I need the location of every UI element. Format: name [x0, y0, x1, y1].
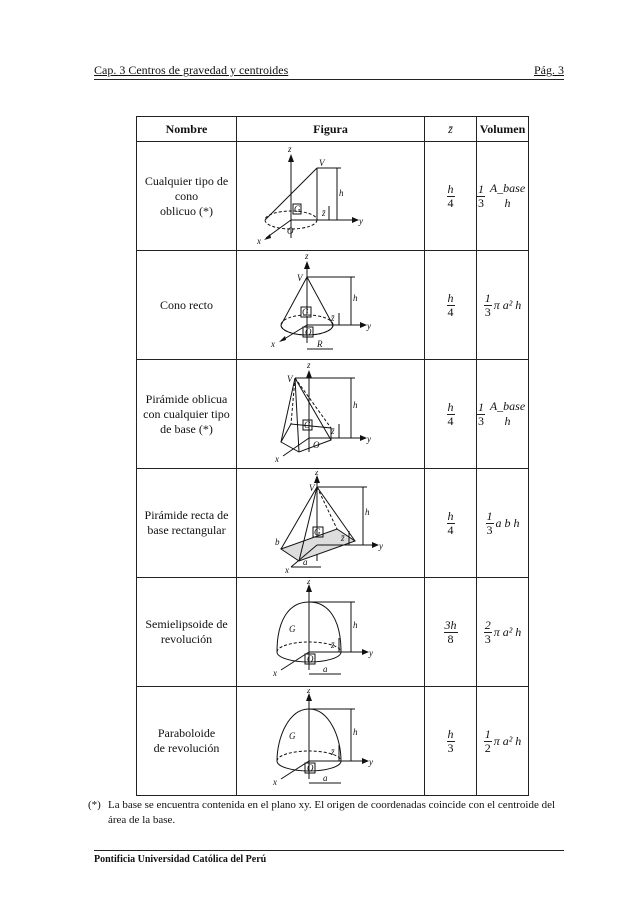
footnote-text: La base se encuentra contenida en el plano xy. El origen de coordenadas coincide con el centroide del área de la base. [108, 799, 556, 826]
svg-text:G: G [313, 527, 320, 537]
svg-text:z: z [287, 144, 292, 154]
svg-text:y: y [358, 216, 363, 226]
svg-text:V: V [318, 158, 324, 168]
svg-text:z: z [306, 362, 311, 370]
svg-text:z̄: z̄ [330, 640, 335, 650]
volume-formula: $\frac{1}{3}$ a b h [477, 469, 529, 578]
volume-formula: $\frac{1}{2}$ π a² h [477, 687, 529, 796]
table-header-row [137, 117, 529, 142]
svg-text:R: R [316, 339, 322, 349]
svg-text:h: h [352, 727, 357, 737]
svg-text:x: x [256, 236, 261, 246]
volume-formula: $\frac{1}{3}$ π a² h [477, 251, 529, 360]
semi-ellipsoid-figure [237, 578, 425, 687]
centroid-table [136, 116, 529, 796]
right-cone-figure [237, 251, 425, 360]
svg-text:x: x [272, 777, 277, 787]
table-row [137, 578, 529, 687]
svg-text:V: V [296, 273, 302, 283]
zbar-value: $\frac{h}{3}$ [425, 687, 477, 796]
footnote [88, 798, 568, 828]
svg-text:O: O [306, 763, 313, 773]
page-footer [94, 850, 564, 865]
svg-text:z̄: z̄ [330, 426, 335, 436]
volume-formula: $\frac{1}{3}$ A_base h [477, 142, 529, 251]
svg-text:O: O [312, 440, 319, 450]
svg-text:V: V [286, 374, 292, 384]
svg-text:x: x [270, 339, 275, 349]
col-header-zbar: z̄ [425, 117, 477, 142]
shape-name: Cualquier tipo de cono oblicuo (*) [137, 142, 237, 251]
table-row [137, 251, 529, 360]
svg-text:a: a [302, 557, 307, 567]
svg-text:h: h [352, 620, 357, 630]
shape-name: Pirámide oblicua con cualquier tipo de base (*) [137, 360, 237, 469]
svg-text:a: a [322, 664, 327, 674]
svg-text:h: h [352, 293, 357, 303]
svg-text:z̄: z̄ [340, 533, 345, 543]
svg-text:y: y [378, 541, 383, 551]
paraboloid-figure [237, 687, 425, 796]
svg-text:V: V [308, 483, 314, 493]
svg-text:O: O [286, 226, 293, 236]
svg-text:G: G [288, 731, 295, 741]
institution-name: Pontificia Universidad Católica del Perú [94, 854, 267, 865]
col-header-nombre: Nombre [137, 117, 237, 142]
shape-name: Cono recto [137, 251, 237, 360]
svg-text:G: G [293, 204, 300, 214]
svg-text:h: h [338, 188, 343, 198]
table-row [137, 687, 529, 796]
zbar-value: $\frac{h}{4}$ [425, 251, 477, 360]
table-row [137, 469, 529, 578]
svg-text:b: b [274, 537, 279, 547]
shape-name: Semielipsoide de revolución [137, 578, 237, 687]
zbar-value: $\frac{h}{4}$ [425, 142, 477, 251]
table-row [137, 360, 529, 469]
table-row [137, 142, 529, 251]
zbar-value: $\frac{h}{4}$ [425, 360, 477, 469]
oblique-cone-figure [237, 142, 425, 251]
svg-text:z̄: z̄ [330, 747, 335, 757]
svg-text:z: z [306, 580, 311, 586]
rectangular-pyramid-figure [237, 469, 425, 578]
svg-text:z: z [314, 471, 319, 477]
svg-text:x: x [274, 454, 279, 464]
svg-text:a: a [322, 773, 327, 783]
svg-text:h: h [352, 400, 357, 410]
col-header-figura: Figura [237, 117, 425, 142]
svg-text:O: O [306, 654, 313, 664]
shape-name: Paraboloide de revolución [137, 687, 237, 796]
footnote-mark: (*) [88, 799, 101, 811]
svg-text:x: x [272, 668, 277, 678]
svg-text:y: y [366, 321, 371, 331]
zbar-value: $\frac{h}{4}$ [425, 469, 477, 578]
svg-text:G: G [288, 624, 295, 634]
svg-text:z̄: z̄ [321, 208, 326, 218]
shape-name: Pirámide recta de base rectangular [137, 469, 237, 578]
oblique-pyramid-figure [237, 360, 425, 469]
chapter-title: Cap. 3 Centros de gravedad y centroides [94, 63, 289, 77]
svg-text:z̄: z̄ [330, 313, 335, 323]
svg-text:x: x [284, 565, 289, 575]
volume-formula: $\frac{2}{3}$ π a² h [477, 578, 529, 687]
svg-text:G: G [303, 420, 310, 430]
page-header [94, 63, 564, 80]
svg-text:G: G [301, 307, 308, 317]
svg-text:O: O [304, 327, 311, 337]
svg-text:y: y [366, 434, 371, 444]
svg-text:z: z [304, 253, 309, 261]
zbar-value: $\frac{3h}{8}$ [425, 578, 477, 687]
page-number: Pág. 3 [534, 63, 564, 77]
volume-formula: $\frac{1}{3}$ A_base h [477, 360, 529, 469]
svg-text:y: y [368, 757, 373, 767]
svg-text:h: h [364, 507, 369, 517]
svg-text:z: z [306, 689, 311, 695]
svg-text:y: y [368, 648, 373, 658]
col-header-volumen: Volumen [477, 117, 529, 142]
